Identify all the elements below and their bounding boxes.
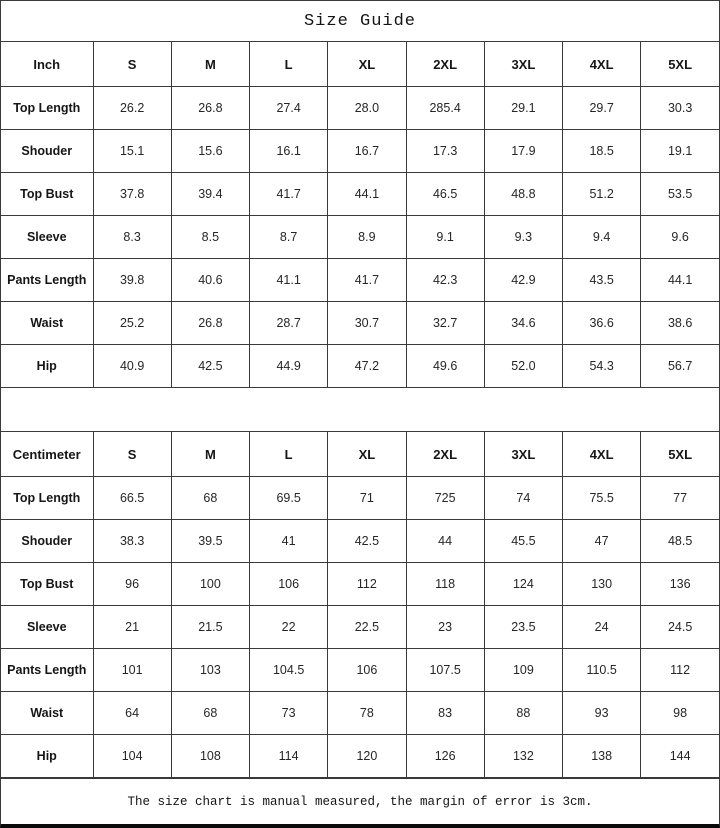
value-cell: 69.5 bbox=[250, 477, 328, 520]
value-cell: 75.5 bbox=[563, 477, 641, 520]
value-cell: 132 bbox=[484, 735, 562, 778]
value-cell: 106 bbox=[250, 563, 328, 606]
value-cell: 112 bbox=[328, 563, 406, 606]
value-cell: 725 bbox=[406, 477, 484, 520]
size-header-row bbox=[1, 432, 719, 477]
value-cell: 9.6 bbox=[641, 216, 719, 259]
row-label-cell: Waist bbox=[1, 302, 93, 345]
size-header-cell: L bbox=[250, 432, 328, 477]
value-cell: 16.7 bbox=[328, 130, 406, 173]
size-header-cell: 5XL bbox=[641, 432, 719, 477]
value-cell: 51.2 bbox=[563, 173, 641, 216]
value-cell: 112 bbox=[641, 649, 719, 692]
size-header-cell: L bbox=[250, 42, 328, 87]
measurement-row bbox=[1, 173, 719, 216]
measurement-row bbox=[1, 606, 719, 649]
value-cell: 107.5 bbox=[406, 649, 484, 692]
value-cell: 32.7 bbox=[406, 302, 484, 345]
size-header-cell: 2XL bbox=[406, 432, 484, 477]
value-cell: 98 bbox=[641, 692, 719, 735]
row-label-cell: Waist bbox=[1, 692, 93, 735]
value-cell: 42.3 bbox=[406, 259, 484, 302]
measurement-row bbox=[1, 649, 719, 692]
size-header-cell: 5XL bbox=[641, 42, 719, 87]
size-guide-title: Size Guide bbox=[303, 11, 417, 31]
measurement-row bbox=[1, 216, 719, 259]
row-label-cell: Pants Length bbox=[1, 649, 93, 692]
value-cell: 44.1 bbox=[641, 259, 719, 302]
value-cell: 136 bbox=[641, 563, 719, 606]
value-cell: 30.3 bbox=[641, 87, 719, 130]
row-label-cell: Pants Length bbox=[1, 259, 93, 302]
value-cell: 38.6 bbox=[641, 302, 719, 345]
row-label-cell: Sleeve bbox=[1, 606, 93, 649]
size-header-cell: S bbox=[93, 42, 171, 87]
size-header-cell: 4XL bbox=[563, 42, 641, 87]
row-label-cell: Top Length bbox=[1, 87, 93, 130]
row-label-cell: Sleeve bbox=[1, 216, 93, 259]
value-cell: 109 bbox=[484, 649, 562, 692]
value-cell: 144 bbox=[641, 735, 719, 778]
value-cell: 138 bbox=[563, 735, 641, 778]
value-cell: 52.0 bbox=[484, 345, 562, 388]
value-cell: 64 bbox=[93, 692, 171, 735]
value-cell: 285.4 bbox=[406, 87, 484, 130]
value-cell: 100 bbox=[171, 563, 249, 606]
value-cell: 118 bbox=[406, 563, 484, 606]
value-cell: 41.7 bbox=[328, 259, 406, 302]
value-cell: 126 bbox=[406, 735, 484, 778]
value-cell: 26.8 bbox=[171, 302, 249, 345]
size-header-cell: 4XL bbox=[563, 432, 641, 477]
value-cell: 77 bbox=[641, 477, 719, 520]
measurement-row bbox=[1, 259, 719, 302]
value-cell: 83 bbox=[406, 692, 484, 735]
value-cell: 74 bbox=[484, 477, 562, 520]
size-header-row bbox=[1, 42, 719, 87]
value-cell: 46.5 bbox=[406, 173, 484, 216]
value-cell: 9.3 bbox=[484, 216, 562, 259]
value-cell: 8.5 bbox=[171, 216, 249, 259]
value-cell: 23.5 bbox=[484, 606, 562, 649]
value-cell: 53.5 bbox=[641, 173, 719, 216]
value-cell: 23 bbox=[406, 606, 484, 649]
value-cell: 29.1 bbox=[484, 87, 562, 130]
inch-size-table bbox=[1, 41, 719, 388]
value-cell: 9.4 bbox=[563, 216, 641, 259]
value-cell: 39.4 bbox=[171, 173, 249, 216]
value-cell: 29.7 bbox=[563, 87, 641, 130]
value-cell: 108 bbox=[171, 735, 249, 778]
value-cell: 39.8 bbox=[93, 259, 171, 302]
value-cell: 15.6 bbox=[171, 130, 249, 173]
value-cell: 30.7 bbox=[328, 302, 406, 345]
value-cell: 26.2 bbox=[93, 87, 171, 130]
value-cell: 28.0 bbox=[328, 87, 406, 130]
value-cell: 8.3 bbox=[93, 216, 171, 259]
value-cell: 24.5 bbox=[641, 606, 719, 649]
value-cell: 44.1 bbox=[328, 173, 406, 216]
row-label-cell: Hip bbox=[1, 345, 93, 388]
value-cell: 41.7 bbox=[250, 173, 328, 216]
value-cell: 37.8 bbox=[93, 173, 171, 216]
value-cell: 101 bbox=[93, 649, 171, 692]
unit-header-cell: Centimeter bbox=[1, 432, 93, 477]
row-label-cell: Shouder bbox=[1, 520, 93, 563]
value-cell: 8.7 bbox=[250, 216, 328, 259]
row-label-cell: Top Bust bbox=[1, 173, 93, 216]
value-cell: 38.3 bbox=[93, 520, 171, 563]
table-gap bbox=[1, 388, 719, 431]
measurement-disclaimer: The size chart is manual measured, the margin of error is 3cm. bbox=[1, 778, 719, 824]
row-label-cell: Top Length bbox=[1, 477, 93, 520]
size-header-cell: M bbox=[171, 42, 249, 87]
value-cell: 40.9 bbox=[93, 345, 171, 388]
value-cell: 21 bbox=[93, 606, 171, 649]
value-cell: 16.1 bbox=[250, 130, 328, 173]
value-cell: 68 bbox=[171, 692, 249, 735]
measurement-row bbox=[1, 692, 719, 735]
value-cell: 56.7 bbox=[641, 345, 719, 388]
value-cell: 25.2 bbox=[93, 302, 171, 345]
measurement-row bbox=[1, 563, 719, 606]
value-cell: 28.7 bbox=[250, 302, 328, 345]
value-cell: 41.1 bbox=[250, 259, 328, 302]
size-header-cell: 3XL bbox=[484, 432, 562, 477]
value-cell: 41 bbox=[250, 520, 328, 563]
value-cell: 42.9 bbox=[484, 259, 562, 302]
value-cell: 73 bbox=[250, 692, 328, 735]
measurement-row bbox=[1, 302, 719, 345]
value-cell: 44 bbox=[406, 520, 484, 563]
value-cell: 48.8 bbox=[484, 173, 562, 216]
value-cell: 22 bbox=[250, 606, 328, 649]
size-header-cell: 2XL bbox=[406, 42, 484, 87]
unit-header-cell: Inch bbox=[1, 42, 93, 87]
value-cell: 49.6 bbox=[406, 345, 484, 388]
value-cell: 18.5 bbox=[563, 130, 641, 173]
size-header-cell: XL bbox=[328, 42, 406, 87]
value-cell: 17.9 bbox=[484, 130, 562, 173]
value-cell: 68 bbox=[171, 477, 249, 520]
size-header-cell: M bbox=[171, 432, 249, 477]
value-cell: 15.1 bbox=[93, 130, 171, 173]
value-cell: 66.5 bbox=[93, 477, 171, 520]
value-cell: 78 bbox=[328, 692, 406, 735]
value-cell: 47.2 bbox=[328, 345, 406, 388]
value-cell: 42.5 bbox=[171, 345, 249, 388]
value-cell: 44.9 bbox=[250, 345, 328, 388]
row-label-cell: Top Bust bbox=[1, 563, 93, 606]
value-cell: 26.8 bbox=[171, 87, 249, 130]
measurement-row bbox=[1, 735, 719, 778]
size-header-cell: XL bbox=[328, 432, 406, 477]
measurement-row bbox=[1, 87, 719, 130]
value-cell: 110.5 bbox=[563, 649, 641, 692]
measurement-row bbox=[1, 130, 719, 173]
value-cell: 36.6 bbox=[563, 302, 641, 345]
value-cell: 17.3 bbox=[406, 130, 484, 173]
value-cell: 120 bbox=[328, 735, 406, 778]
value-cell: 27.4 bbox=[250, 87, 328, 130]
value-cell: 47 bbox=[563, 520, 641, 563]
value-cell: 42.5 bbox=[328, 520, 406, 563]
value-cell: 106 bbox=[328, 649, 406, 692]
value-cell: 54.3 bbox=[563, 345, 641, 388]
value-cell: 19.1 bbox=[641, 130, 719, 173]
value-cell: 71 bbox=[328, 477, 406, 520]
value-cell: 104 bbox=[93, 735, 171, 778]
size-header-cell: 3XL bbox=[484, 42, 562, 87]
value-cell: 43.5 bbox=[563, 259, 641, 302]
row-label-cell: Shouder bbox=[1, 130, 93, 173]
value-cell: 48.5 bbox=[641, 520, 719, 563]
size-header-cell: S bbox=[93, 432, 171, 477]
value-cell: 124 bbox=[484, 563, 562, 606]
value-cell: 104.5 bbox=[250, 649, 328, 692]
row-label-cell: Hip bbox=[1, 735, 93, 778]
value-cell: 9.1 bbox=[406, 216, 484, 259]
value-cell: 21.5 bbox=[171, 606, 249, 649]
value-cell: 40.6 bbox=[171, 259, 249, 302]
value-cell: 114 bbox=[250, 735, 328, 778]
value-cell: 96 bbox=[93, 563, 171, 606]
value-cell: 130 bbox=[563, 563, 641, 606]
value-cell: 45.5 bbox=[484, 520, 562, 563]
measurement-row bbox=[1, 477, 719, 520]
value-cell: 24 bbox=[563, 606, 641, 649]
value-cell: 103 bbox=[171, 649, 249, 692]
value-cell: 8.9 bbox=[328, 216, 406, 259]
centimeter-size-table bbox=[1, 431, 719, 778]
measurement-row bbox=[1, 345, 719, 388]
value-cell: 93 bbox=[563, 692, 641, 735]
value-cell: 34.6 bbox=[484, 302, 562, 345]
value-cell: 22.5 bbox=[328, 606, 406, 649]
value-cell: 39.5 bbox=[171, 520, 249, 563]
value-cell: 88 bbox=[484, 692, 562, 735]
measurement-row bbox=[1, 520, 719, 563]
